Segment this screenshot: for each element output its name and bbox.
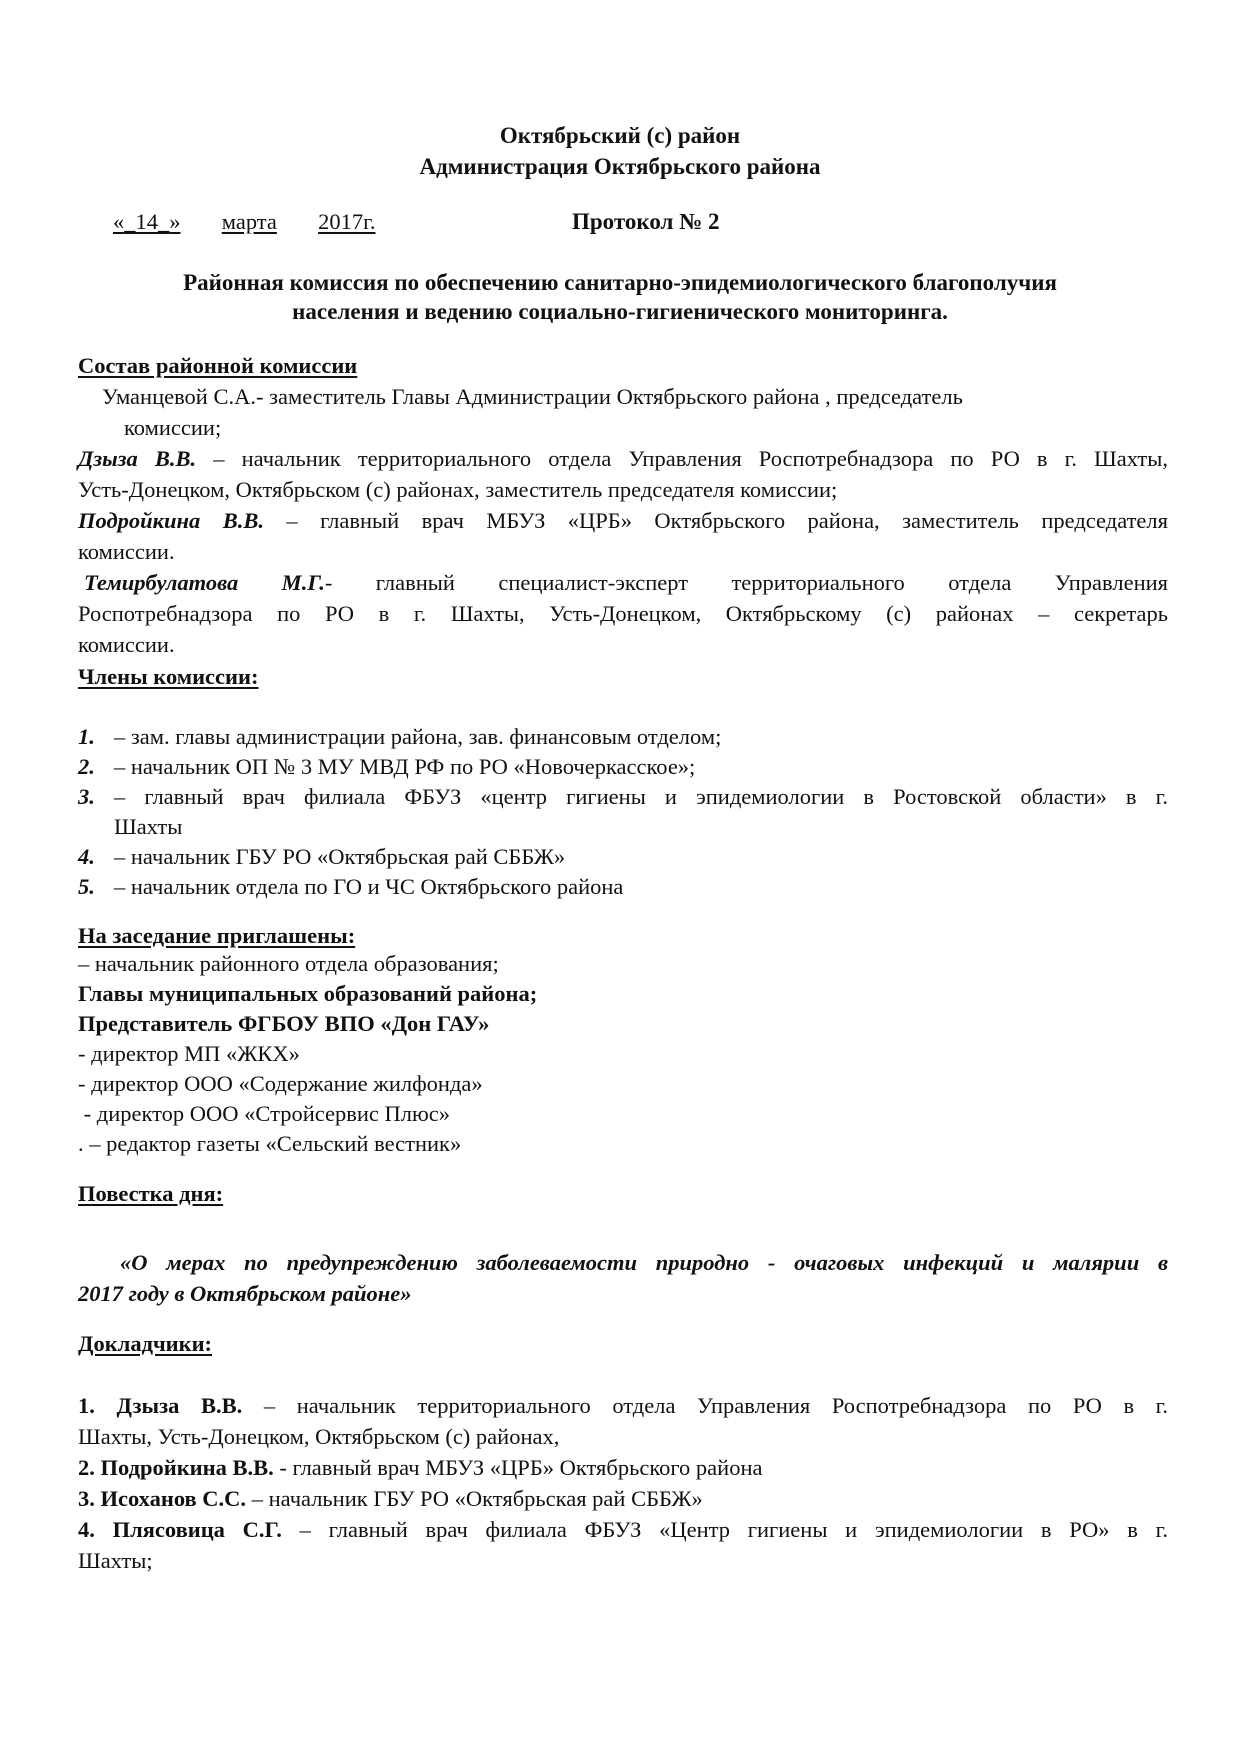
date-day: «_14_» bbox=[113, 209, 181, 234]
agenda-text-line-2: 2017 году в Октябрьском районе» bbox=[78, 1281, 412, 1306]
composition-member: Подройкина В.В. – главный врач МБУЗ «ЦРБ» Октябрьского района, заместитель председателя комиссии. bbox=[78, 508, 1168, 564]
invited-line: Представитель ФГБОУ ВПО «Дон ГАУ» bbox=[78, 1011, 490, 1036]
composition-heading: Состав районной комиссии bbox=[78, 353, 358, 378]
list-item: 5. – начальник отдела по ГО и ЧС Октябрьского района bbox=[78, 874, 624, 899]
speaker-name: 3. Исоханов С.С. bbox=[78, 1486, 247, 1511]
protocol-title: Протокол № 2 bbox=[572, 209, 720, 234]
header-line-1: Октябрьский (с) район bbox=[499, 123, 741, 148]
speakers-heading: Докладчики: bbox=[78, 1331, 213, 1356]
member-name: Уманцевой С.А. bbox=[102, 384, 256, 409]
agenda-text-line-1: «О мерах по предупреждению заболеваемости природно - очаговых инфекций и малярии в bbox=[120, 1250, 1168, 1275]
members-heading: Члены комиссии: bbox=[78, 664, 259, 689]
date-year: 2017г. bbox=[318, 209, 376, 234]
speaker-name: 2. Подройкина В.В. bbox=[78, 1455, 274, 1480]
speaker-name: 4. Плясовица С.Г. bbox=[78, 1517, 282, 1542]
header-line-2: Администрация Октябрьского района bbox=[419, 154, 821, 179]
invited-line: - директор ООО «Стройсервис Плюс» bbox=[78, 1101, 451, 1126]
speaker-item: 2. Подройкина В.В. - главный врач МБУЗ «ЦРБ» Октябрьского района bbox=[78, 1455, 763, 1480]
speaker-name: 1. Дзыза В.В. bbox=[78, 1393, 243, 1418]
invited-line: – начальник районного отдела образования; bbox=[78, 951, 499, 976]
speaker-item: 3. Исоханов С.С. – начальник ГБУ РО «Октябрьская рай СББЖ» bbox=[78, 1486, 703, 1511]
invited-line: - директор ООО «Содержание жилфонда» bbox=[78, 1071, 483, 1096]
protocol-date bbox=[113, 206, 375, 237]
speaker-item: 4. Плясовица С.Г. – главный врач филиала ФБУЗ «Центр гигиены и эпидемиологии в РО» в г. Шахты; bbox=[78, 1517, 1168, 1573]
agenda-heading: Повестка дня: bbox=[78, 1181, 224, 1206]
commission-title-line-2: населения и ведению социально-гигиенического мониторинга. bbox=[292, 299, 948, 324]
member-name: Подройкина В.В. bbox=[78, 508, 264, 533]
composition-member: Уманцевой С.А.- заместитель Главы Администрации Октябрьского района , председатель комиссии; bbox=[102, 384, 963, 440]
invited-line: Главы муниципальных образований района; bbox=[78, 981, 538, 1006]
invited-heading: На заседание приглашены: bbox=[78, 923, 356, 948]
list-item: 3. – главный врач филиала ФБУЗ «центр гигиены и эпидемиологии в Ростовской области» в г. Шахты bbox=[78, 784, 1168, 839]
invited-line: . – редактор газеты «Сельский вестник» bbox=[78, 1131, 462, 1156]
speaker-item: 1. Дзыза В.В. – начальник территориального отдела Управления Роспотребнадзора по РО в г. Шахты, Усть-Донецком, Октябрьском (с) районах, bbox=[78, 1393, 1168, 1449]
invited-line: - директор МП «ЖКХ» bbox=[78, 1041, 300, 1066]
member-name: Дзыза В.В. bbox=[78, 446, 197, 471]
list-item: 1. – зам. главы администрации района, зав. финансовым отделом; bbox=[78, 724, 722, 749]
date-month: марта bbox=[221, 209, 277, 234]
list-item: 4. – начальник ГБУ РО «Октябрьская рай СББЖ» bbox=[78, 844, 566, 869]
list-item: 2. – начальник ОП № 3 МУ МВД РФ по РО «Новочеркасское»; bbox=[78, 754, 696, 779]
member-name: Темирбулатова М.Г. bbox=[84, 570, 325, 595]
commission-title-line-1: Районная комиссия по обеспечению санитарно-эпидемиологического благополучия bbox=[183, 270, 1057, 295]
invited-list bbox=[78, 949, 1168, 1159]
composition-member: Дзыза В.В. – начальник территориального отдела Управления Роспотребнадзора по РО в г. Шахты, Усть-Донецком, Октябрьском (с) районах, заместитель председателя комиссии; bbox=[78, 446, 1168, 502]
composition-member: Темирбулатова М.Г.- главный специалист-эксперт территориального отдела Управления Роспотребнадзора по РО в г. Шахты, Усть-Донецком, Октябрьскому (с) районах – секретарь комиссии. bbox=[78, 570, 1168, 657]
